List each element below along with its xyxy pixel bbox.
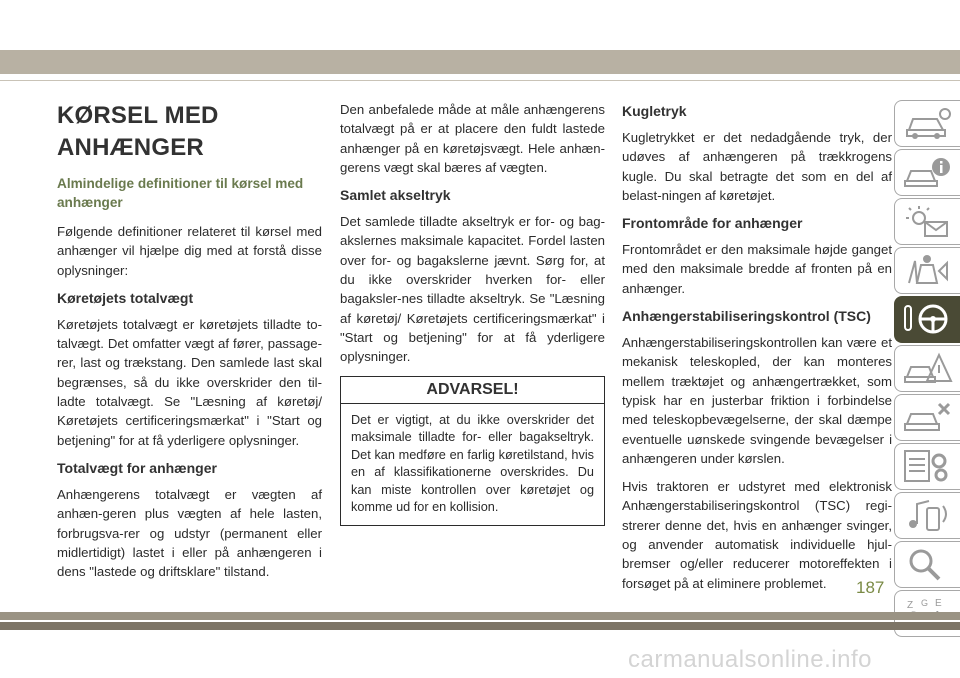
tsc-paragraph-2: Hvis traktoren er udstyret med elektronisk Anhængerstabiliseringskontrol (TSC) regi-strerer denne det, hvis en anhænger svinger, og anvender automatisk individuelle hjul-bremser og/eller reducerer motoreffekten i forsøget på at eliminere problemet. (622, 479, 892, 591)
tab-emergency[interactable] (894, 345, 960, 392)
trailer-total-weight-paragraph: Anhængerens totalvægt er vægten af anhæn-geren plus vægten af hele lasten, forbrugsva-rer og udstyr (permanent eller midlertidigt) lastet i eller på anhængeren i dens "lastede og driftsklare" tilstand. (57, 486, 322, 580)
tab-lights-messages[interactable] (894, 198, 960, 245)
music-phone-icon (903, 498, 953, 534)
svg-text:E: E (935, 598, 942, 609)
column-2 (340, 100, 605, 526)
tsc-paragraph-1: Anhængerstabiliseringskontrollen kan være et mekanisk teleskopled, der kan monteres mellem træktøjet og anhængertrækket, som typisk har en justerbar friktion i forbindelse med teleskopbevægelserne, der skal dæmpe eventuelle uønskede svingende bevægelser i anhængeren under kørslen. (622, 335, 892, 466)
page-title: KØRSEL MED ANHÆNGER (57, 102, 219, 161)
svg-text:Z: Z (907, 600, 914, 611)
header-band (0, 50, 960, 74)
watermark: carmanualsonline.info (628, 646, 872, 673)
footer-band-dark (0, 622, 960, 630)
page-number: 187 (856, 578, 885, 597)
intro-paragraph: Følgende definitioner relateret til kørsel med anhænger vil hjælpe dig med at forstå disse oplysninger: (57, 224, 322, 278)
heading-ball-weight: Kugletryk (622, 103, 687, 119)
heading-tsc: Anhængerstabiliseringskontrol (TSC) (622, 308, 871, 325)
car-tools-icon (903, 400, 953, 436)
tab-car-photo[interactable] (894, 100, 960, 147)
steering-wheel-icon (903, 302, 953, 338)
vehicle-total-weight-paragraph: Køretøjets totalvægt er køretøjets tilladte to-talvægt. Det omfatter vægt af fører, passage-rer, last og trækstang. Den samlede last skal begrænses, så du ikke overskrider den til-ladte totalvægt. Se "Læsning af køretøj/ Køretøjets certificeringsmærkat" i "Start og betjening" for at få yderligere oplysninger. (57, 316, 322, 448)
seat-person-icon (903, 253, 953, 289)
warning-title: ADVARSEL! (341, 377, 604, 404)
heading-frontal-area: Frontområde for anhænger (622, 215, 803, 232)
warning-text: Det er vigtigt, at du ikke overskrider det maksimale tilladte for- eller bagakseltryk. Det kan medføre en farlig køretilstand, hvis en af klassifikationerne overskrides. Du kan miste kontrollen over køretøjet og komme ud for en kollision. (351, 412, 594, 515)
tab-service[interactable] (894, 394, 960, 441)
heading-trailer-total-weight: Totalvægt for anhænger (57, 459, 217, 476)
tab-starting-operating[interactable] (894, 296, 960, 343)
chapter-tabs (894, 100, 960, 639)
ball-weight-paragraph: Kugletrykket er det nedadgående tryk, der udøves af anhængeren på trækkrogens kugle. Du skal betragte det som en del af belast-ningen af køretøjet. (622, 130, 892, 203)
tab-technical-specs[interactable] (894, 443, 960, 490)
magnifier-icon (903, 547, 953, 583)
frontal-area-paragraph: Frontområdet er den maksimale højde ganget med den maksimale bredde af fronten på en anhænger. (622, 242, 892, 296)
axle-weight-paragraph: Det samlede tilladte akseltryk er for- og bag-akslernes maksimale kapacitet. Fordel lasten over for- og bagakslerne jævnt. Sørg for, at du ikke overskrider hverken for- eller bagaksler-nes tilladte akseltryk. Se "Læsning af køretøj/ Køretøjets certificeringsmærkat" i "Start og betjening" for at få yderligere oplysninger. (340, 214, 605, 365)
header-rule (0, 80, 960, 81)
tab-info[interactable] (894, 149, 960, 196)
heading-axle-weight: Samlet akseltryk (340, 187, 451, 204)
tab-customer-assistance[interactable] (894, 541, 960, 588)
warning-box (340, 376, 605, 526)
column-1 (57, 100, 322, 590)
warning-triangle-icon (903, 351, 953, 387)
measure-paragraph: Den anbefalede måde at måle anhængerens totalvægt på er at placere den fuldt lastede anhænger på en køretøjsvægt. Hele anhæn-gerens vægt skal bæres af vægten. (340, 102, 605, 175)
footer-band-light (0, 612, 960, 620)
info-icon (903, 155, 953, 191)
column-3 (622, 100, 892, 602)
light-message-icon (903, 204, 953, 240)
svg-text:G: G (921, 598, 929, 608)
list-gears-icon (903, 449, 953, 485)
tab-seat-safety[interactable] (894, 247, 960, 294)
car-photo-icon (903, 106, 953, 142)
subheading-definitions: Almindelige definitioner til kørsel med anhænger (57, 176, 304, 210)
heading-vehicle-total-weight: Køretøjets totalvægt (57, 289, 194, 306)
tab-multimedia[interactable] (894, 492, 960, 539)
